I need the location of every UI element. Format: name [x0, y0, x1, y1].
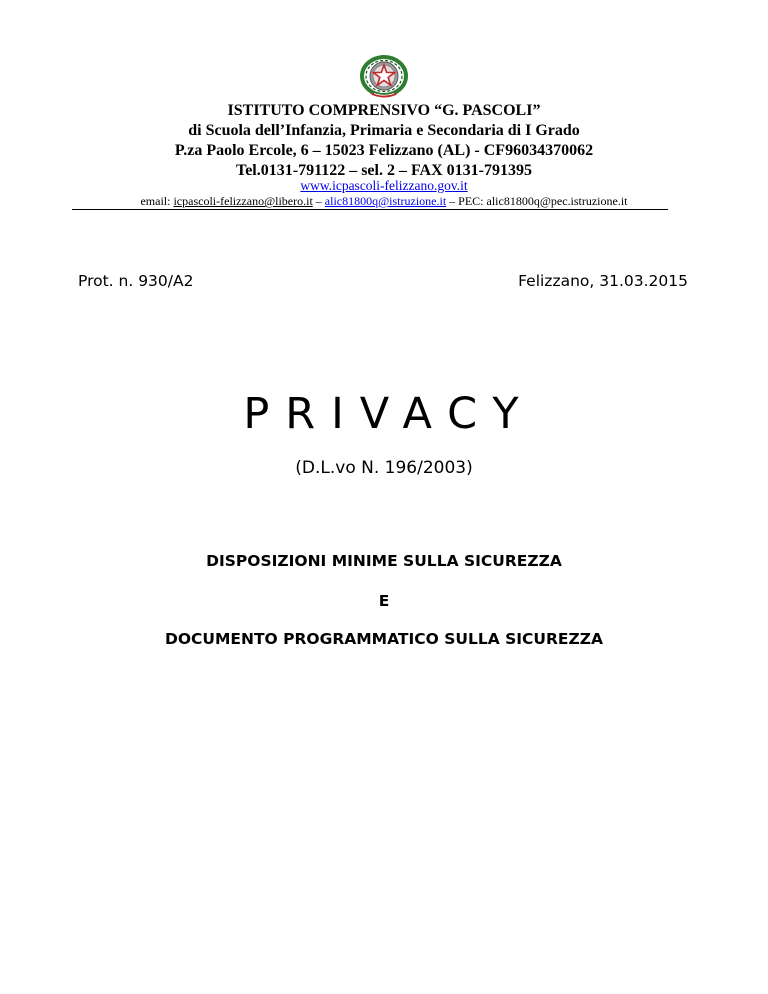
heading-conjunction: E — [378, 592, 390, 610]
document-title: PRIVACY — [243, 389, 535, 439]
heading-programmatic-document: DOCUMENTO PROGRAMMATICO SULLA SICUREZZA — [165, 630, 603, 648]
email-libero-link[interactable]: icpascoli-felizzano@libero.it — [173, 194, 313, 208]
protocol-number: Prot. n. 930/A2 — [78, 272, 194, 290]
school-name: ISTITUTO COMPRENSIVO “G. PASCOLI” — [227, 102, 541, 119]
heading-minimum-security: DISPOSIZIONI MINIME SULLA SICUREZZA — [206, 552, 562, 570]
contacts-line — [0, 194, 768, 208]
letterhead-divider — [72, 209, 668, 210]
website-line — [0, 178, 768, 194]
law-reference: (D.L.vo N. 196/2003) — [295, 458, 473, 478]
website-link[interactable]: www.icpascoli-felizzano.gov.it — [300, 178, 468, 193]
italian-republic-emblem-icon — [356, 52, 412, 98]
school-address: P.za Paolo Ercole, 6 – 15023 Felizzano (AL) - CF96034370062 — [174, 142, 594, 159]
contacts-separator: – — [312, 194, 325, 208]
pec-address: – PEC: alic81800q@pec.istruzione.it — [446, 194, 628, 208]
school-type: di Scuola dell’Infanzia, Primaria e Secondaria di I Grado — [188, 122, 580, 139]
email-label: email: — [140, 194, 174, 208]
letterhead — [0, 101, 768, 181]
school-phone-fax: Tel.0131-791122 – sel. 2 – FAX 0131-791395 — [236, 162, 532, 179]
email-istruzione-link[interactable]: alic81800q@istruzione.it — [324, 194, 447, 208]
place-and-date: Felizzano, 31.03.2015 — [518, 272, 688, 290]
